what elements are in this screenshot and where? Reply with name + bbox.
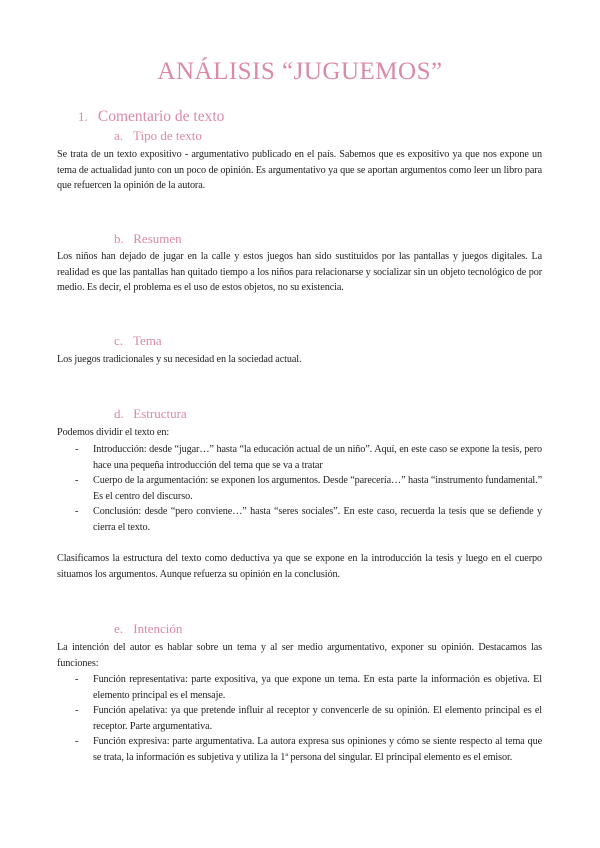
subsection-letter: c. (114, 333, 124, 348)
dash-bullet: - (75, 705, 79, 716)
list-item (57, 703, 542, 734)
subsection-heading-resumen (114, 231, 182, 247)
tema-paragraph: Los juegos tradicionales y su necesidad en la sociedad actual. (57, 354, 302, 365)
subsection-heading-label: Tema (133, 333, 162, 348)
subsection-heading-tema (114, 333, 162, 349)
subsection-heading-tipo (114, 128, 202, 144)
subsection-heading-intencion (114, 621, 182, 637)
list-item-text: Introducción: desde “jugar…” hasta “la educación actual de un niño”. Aquí, en este caso se expone la tesis, pero hace una pequeña introducción del tema que se va a tratar (93, 444, 542, 471)
dash-bullet: - (75, 674, 79, 685)
estructura-list (57, 442, 542, 535)
estructura-closing: Clasificamos la estructura del texto como deductiva ya que se expone en la introducción la tesis y luego en el cuerpo situamos los argumentos. Aunque refuerza su opinión en la conclusión. (57, 553, 542, 580)
intencion-intro: La intención del autor es hablar sobre un tema y al ser medio argumentativo, exponer su opinión. Destacamos las funciones: (57, 642, 542, 669)
subsection-heading-label: Estructura (133, 406, 187, 421)
subsection-letter: a. (114, 128, 124, 143)
resumen-paragraph: Los niños han dejado de jugar en la calle y estos juegos han sido sustituidos por las pantallas y juegos digitales. La realidad es que las pantallas han quitado tiempo a los niños para relacionarse y socializar sin un objeto tecnológico de por medio. Es decir, el problema es el uso de estos objetos, no su existencia. (57, 251, 542, 293)
list-item-text: Función expresiva: parte argumentativa. La autora expresa sus opiniones y cómo se siente respecto al tema que se trata, la información es subjetiva y utiliza la 1ª persona del singular. El principal elemento es el emisor. (93, 736, 542, 763)
dash-bullet: - (75, 444, 79, 455)
document-title: ANÁLISIS “JUGUEMOS” (157, 58, 443, 85)
list-item (57, 473, 542, 504)
dash-bullet: - (75, 475, 79, 486)
subsection-heading-label: Tipo de texto (133, 128, 202, 143)
list-item (57, 734, 542, 765)
section-heading-comentario (78, 108, 224, 126)
subsection-letter: e. (114, 621, 124, 636)
tipo-paragraph: Se trata de un texto expositivo - argumentativo publicado en el país. Sabemos que es expositivo ya que nos expone un tema de actualidad junto con un poco de opinión. Es argumentativo ya que se aportan argumentos como leer un libro para que refuercen la opinión de la autora. (57, 149, 542, 191)
intencion-list (57, 672, 542, 765)
list-item-text: Conclusión: desde “pero conviene…” hasta “seres sociales”. En este caso, recuerda la tesis que se defiende y cierra el texto. (93, 506, 542, 533)
subsection-letter: d. (114, 406, 124, 421)
dash-bullet: - (75, 506, 79, 517)
list-item-text: Función representativa: parte expositiva, ya que expone un tema. En esta parte la información es objetiva. El elemento principal es el mensaje. (93, 674, 542, 701)
list-item (57, 442, 542, 473)
list-item (57, 504, 542, 535)
list-item (57, 672, 542, 703)
section-number: 1. (78, 109, 88, 124)
dash-bullet: - (75, 736, 79, 747)
subsection-heading-label: Resumen (133, 231, 182, 246)
subsection-heading-estructura (114, 406, 187, 422)
estructura-intro: Podemos dividir el texto en: (57, 427, 170, 438)
section-heading-label: Comentario de texto (97, 108, 225, 125)
list-item-text: Cuerpo de la argumentación: se exponen los argumentos. Desde “parecería…” hasta “instrumento fundamental.” Es el centro del discurso. (93, 475, 542, 502)
list-item-text: Función apelativa: ya que pretende influir al receptor y convencerle de su opinión. El elemento principal es el receptor. Parte argumentativa. (93, 705, 542, 732)
subsection-heading-label: Intención (133, 621, 183, 636)
subsection-letter: b. (114, 231, 124, 246)
